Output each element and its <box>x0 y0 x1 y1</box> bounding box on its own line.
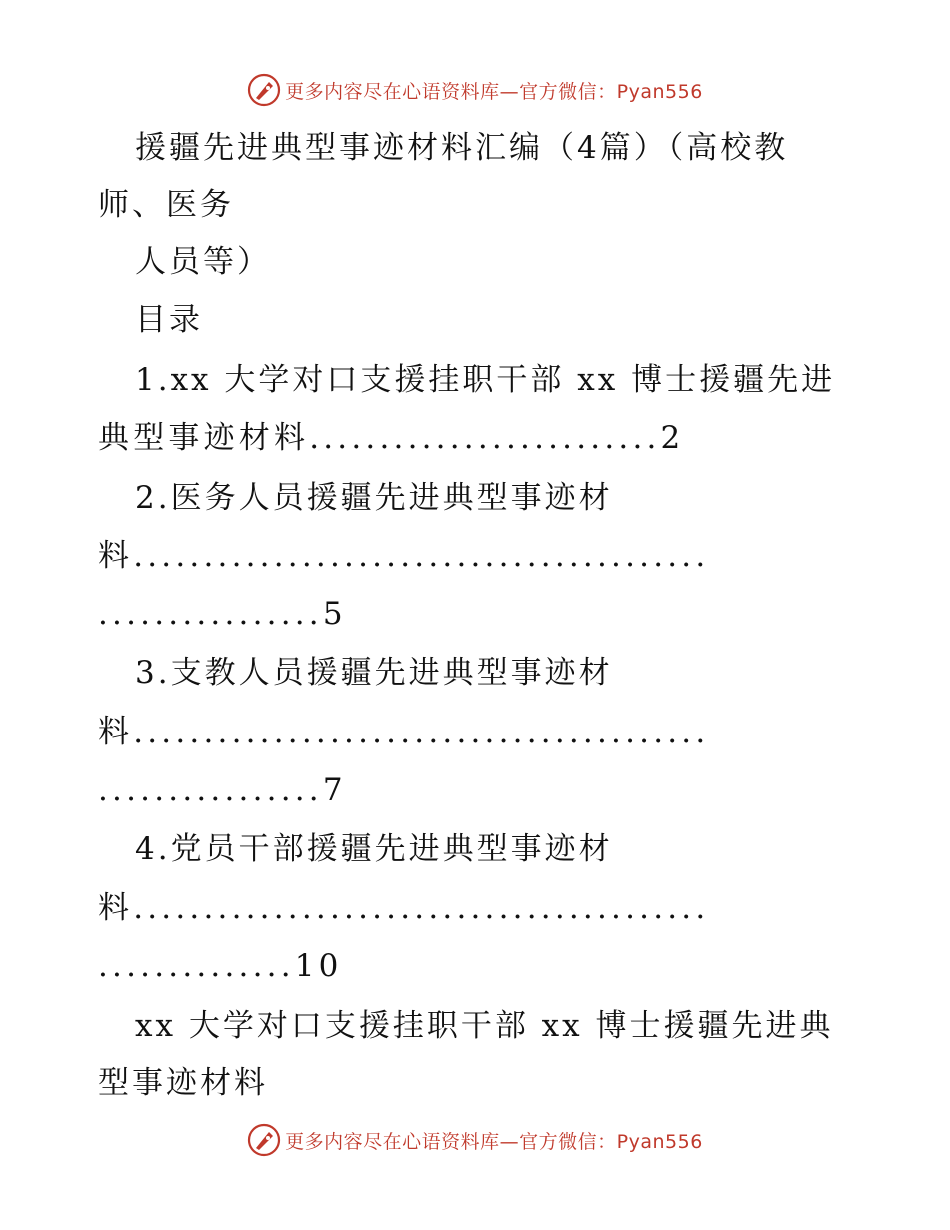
pen-nib-logo-icon <box>247 73 281 107</box>
toc-entry-1-leader: 典型事迹材料.........................2 <box>98 420 685 456</box>
watermark-text: 更多内容尽在心语资料库—官方微信：Pyan556 <box>285 1130 703 1153</box>
toc-entry-2-leader: 料......................................... <box>98 538 710 574</box>
toc-entry-3-title: 3.支教人员援疆先进典型事迹材 <box>135 655 613 691</box>
toc-entry-4-title: 4.党员干部援疆先进典型事迹材 <box>135 831 613 867</box>
toc-entry-1-title: 1.xx 大学对口支援挂职干部 xx 博士援疆先进 <box>135 362 836 398</box>
toc-entry-4-leader: 料......................................... <box>98 890 710 926</box>
section-title-line-2: 型事迹材料 <box>98 1065 268 1101</box>
toc-entry-2-page: ................5 <box>98 596 347 632</box>
toc-heading: 目录 <box>135 302 203 338</box>
pen-nib-logo-icon <box>247 1123 281 1157</box>
footer-watermark <box>0 1122 950 1158</box>
document-title-line-2: 师、医务 <box>98 187 234 223</box>
toc-entry-4-page: ..............10 <box>98 948 343 984</box>
toc-entry-3-leader: 料......................................... <box>98 714 710 750</box>
section-title-line-1: xx 大学对口支援挂职干部 xx 博士援疆先进典 <box>135 1008 834 1044</box>
toc-entry-2-title: 2.医务人员援疆先进典型事迹材 <box>135 480 613 516</box>
watermark-text: 更多内容尽在心语资料库—官方微信：Pyan556 <box>285 80 703 103</box>
document-title-line-3: 人员等） <box>135 244 271 280</box>
header-watermark <box>0 72 950 108</box>
document-title-line-1: 援疆先进典型事迹材料汇编（4篇）（高校教 <box>135 130 789 166</box>
toc-entry-3-page: ................7 <box>98 772 347 808</box>
